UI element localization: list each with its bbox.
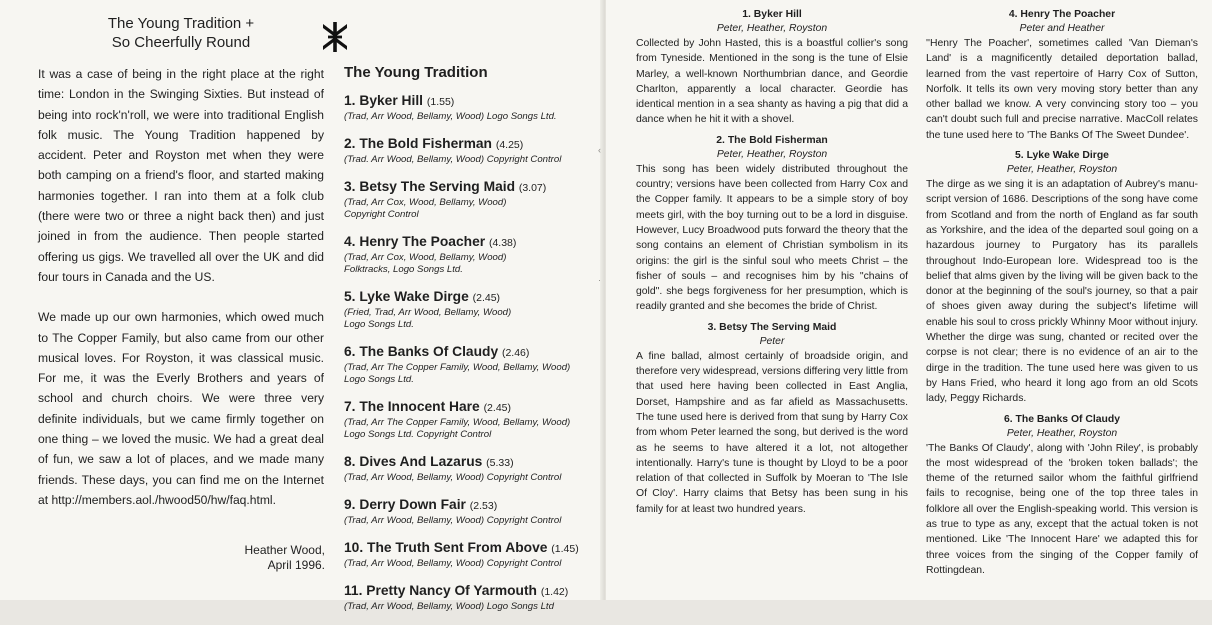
track-item <box>344 582 594 613</box>
track-heading <box>344 582 594 601</box>
track-duration: (2.45) <box>472 292 501 304</box>
signature-date: April 1996. <box>267 558 325 572</box>
track-heading <box>344 135 594 154</box>
song-note <box>636 321 908 517</box>
track-credit: (Trad, Arr Cox, Wood, Bellamy, Wood) <box>344 252 507 263</box>
song-performers: Peter and Heather <box>1019 23 1105 34</box>
track-title: The Truth Sent From Above <box>367 540 548 555</box>
scan-speck: · <box>598 275 601 285</box>
song-description: A fine ballad, almost certainly of broadside origin, and therefore very widespread, versions differing very little from that used here having been collected in East Anglia, Dorset, Hampshire and as far afield as Massachusetts. The tune used here is derived from that sung by Harry Cox from whom Peter learned the song, but derived is the word as he seems to have altered it a lot, not altogether intentionally. Harry's tune is thought by Lloyd to be a poor relation of that collected in Suffolk by Moeran to 'The Isle Of Cloy'. Harry claims that Betsy has been sung in his family for at least two hundred years. <box>636 350 908 515</box>
essay-paragraph-1: It was a case of being in the right place at the right time: London in the Swinging Sixties. But instead of being into rock'n'roll, we were into traditional English folk music. The Young Tradition happened by accident. Peter and Royston met when they were both camping on a friend's floor, and started making harmonies together. I ran into them at a folk club (there were two or three a night back then) and just joined in from the audience. Then people started offering us gigs. We travelled all over the UK and did four tours in Canada and the US. <box>38 67 324 284</box>
song-note <box>636 8 908 128</box>
song-heading: 5. Lyke Wake Dirge <box>1015 150 1109 162</box>
track-credit: Logo Songs Ltd. <box>344 374 414 385</box>
track-title: The Banks Of Claudy <box>359 344 499 359</box>
track-title: Derry Down Fair <box>359 497 466 512</box>
track-duration: (1.45) <box>551 543 579 555</box>
song-notes-column-2 <box>926 8 1198 584</box>
track-credit: (Trad. Arr Wood, Bellamy, Wood) Copyright Control <box>344 154 562 165</box>
track-item <box>344 178 594 221</box>
signature <box>200 543 325 573</box>
track-number: 11. <box>344 583 363 598</box>
song-note <box>636 134 908 315</box>
track-item <box>344 496 594 527</box>
track-heading <box>344 92 594 111</box>
song-performers: Peter, Heather, Royston <box>1006 164 1118 176</box>
track-duration: (2.45) <box>483 402 511 414</box>
song-performers: Peter, Heather, Royston <box>716 148 828 160</box>
track-duration: (5.33) <box>486 457 514 469</box>
song-note <box>926 149 1198 406</box>
left-page <box>0 0 604 612</box>
signature-name: Heather Wood, <box>244 543 325 557</box>
track-item <box>344 135 594 166</box>
scan-speck: ‹ <box>598 145 601 155</box>
song-performers: Peter, Heather, Royston <box>716 23 828 34</box>
song-heading: 4. Henry The Poacher <box>1008 9 1116 20</box>
track-duration: (4.38) <box>488 237 517 249</box>
track-credit: (Trad, Arr Wood, Bellamy, Wood) Logo Songs Ltd. <box>344 111 557 122</box>
track-credit: (Trad, Arr The Copper Family, Wood, Bellamy, Wood) <box>344 362 571 373</box>
song-heading: 3. Betsy The Serving Maid <box>707 321 837 333</box>
track-duration: (1.55) <box>426 96 455 108</box>
title-line-1: The Young Tradition + <box>107 15 255 32</box>
track-heading <box>344 496 594 515</box>
track-number: 4. <box>344 234 356 249</box>
track-heading <box>344 343 594 362</box>
track-credit: (Trad, Arr Wood, Bellamy, Wood) Copyright Control <box>344 558 562 569</box>
song-heading: 1. Byker Hill <box>742 9 802 20</box>
track-item <box>344 233 594 276</box>
song-heading: 2. The Bold Fisherman <box>716 134 828 146</box>
track-credit: (Fried, Trad, Arr Wood, Bellamy, Wood) <box>344 307 512 318</box>
track-number: 6. <box>344 344 356 359</box>
track-item <box>344 288 594 331</box>
song-description: The dirge as we sing it is an adaptation of Aubrey's manu-script version of 1686. Descriptions of the song have come from Scotland and from the north of England as far south as Yorkshire, and the idea of the departed soul going on a hazardous journey to Purgatory has its parallels throughout Indo-European lore. Widespread too is the belief that alms given by the living will be given back to the donor at the beginning of the soul's journey, so that a pair of shoes given away during the subject's lifetime will enable his soul to cross prickly Whinny Moor without injury. Whether the dirge was sung, chanted or recited over the corpse is not clear; there is no evidence of an air to the dirge in the tradition. The tune used here was given to us by Hans Fried, who heard it long ago from an old Scots lady, Peggy Richards. <box>926 179 1198 405</box>
track-heading <box>344 398 594 417</box>
track-number: 7. <box>344 399 356 414</box>
title-line-2: So Cheerfully Round <box>111 34 251 51</box>
track-item <box>344 92 594 123</box>
track-item <box>344 398 594 441</box>
track-heading <box>344 233 594 252</box>
track-number: 1. <box>344 93 356 108</box>
track-number: 8. <box>344 454 356 469</box>
track-heading <box>344 288 594 307</box>
song-note <box>926 8 1198 143</box>
song-description: ''Henry The Poacher', sometimes called 'Van Dieman's Land' is a magnificently detailed deportation ballad, learned from the vast repertoire of Harry Cox of Sutton, Norfolk. It tells its own very moving story better than any other ballad we know. A very convincing story too – you can't doubt such full and precise narrative. MacColl relates the tune used here to 'The Banks Of The Sweet Dundee'. <box>926 38 1198 141</box>
track-title: Pretty Nancy Of Yarmouth <box>366 583 537 598</box>
track-number: 10. <box>344 540 364 555</box>
young-tradition-logo-icon <box>322 22 348 52</box>
track-heading <box>344 453 594 472</box>
track-title: The Bold Fisherman <box>359 136 492 151</box>
track-credit: (Trad, Arr The Copper Family, Wood, Bellamy, Wood) <box>344 417 571 428</box>
track-duration: (1.42) <box>540 586 569 598</box>
right-page <box>606 0 1212 600</box>
track-heading <box>344 178 594 197</box>
song-performers: Peter, Heather, Royston <box>1006 427 1118 439</box>
track-heading <box>344 539 594 558</box>
essay-paragraph-2: We made up our own harmonies, which owed much to The Copper Family, but also came from our other musical loves. For Royston, it was classical music. For me, it was the Everly Brothers and years of school and church choirs. We were three very definite individuals, but we came firmly together on one thing – we loved the music. We had a great deal of fun, we saw a lot of places, and we made many friends. These days, you can find me on the Internet at http://members.aol./hwood50/hw/faq.html. <box>38 310 324 507</box>
track-duration: (2.53) <box>469 500 498 512</box>
track-credit: Logo Songs Ltd. Copyright Control <box>344 429 492 440</box>
track-title: Dives And Lazarus <box>359 454 483 469</box>
song-heading: 6. The Banks Of Claudy <box>1003 413 1121 425</box>
track-credit: (Trad, Arr Cox, Wood, Bellamy, Wood) <box>344 197 507 208</box>
song-description: This song has been widely distributed throughout the country; versions have been collected from Harry Cox and the Copper family. It appears to be a simple story of boy meets girl, with the boy turning out to be a lord in disguise. However, Lucy Broadwood puts forward the theory that the song contains an element of Christian symbolism in its origins: the girl is the sinful soul who meets Christ – the fisher of souls – and recognises him by his "chains of gold". she begs forgiveness for her presumption, which is readily granted and she becomes the bride of Christ. <box>636 163 908 313</box>
track-list <box>344 92 594 625</box>
track-credit: (Trad, Arr Wood, Bellamy, Wood) Logo Songs Ltd <box>344 601 554 612</box>
track-number: 5. <box>344 289 356 304</box>
track-credit: (Trad, Arr Wood, Bellamy, Wood) Copyright Control <box>344 472 562 483</box>
track-credit: Logo Songs Ltd. <box>344 319 414 330</box>
track-number: 2. <box>344 136 356 151</box>
song-note <box>926 413 1198 579</box>
track-credit: Folktracks, Logo Songs Ltd. <box>344 264 463 275</box>
song-description: 'The Banks Of Claudy', along with 'John Riley', is probably the most widespread of the 'broken token ballads'; the theme of the returned sailor whom the faithful girlfriend fails to recognise, being one of the top three tales in folklore all over the English-speaking world. This version is as true to type as any, except that the actual token is not mentioned. Like 'The Innocent Hare' we adapted this for three voices from the singing of the Copper family of Rottingdean. <box>926 442 1198 576</box>
booklet-title <box>40 14 322 52</box>
track-title: Betsy The Serving Maid <box>359 179 515 194</box>
liner-essay <box>38 64 324 530</box>
track-item <box>344 453 594 484</box>
track-title: Lyke Wake Dirge <box>359 289 469 304</box>
track-number: 9. <box>344 497 356 512</box>
track-title: Byker Hill <box>359 93 424 108</box>
song-performers: Peter <box>759 335 785 347</box>
track-number: 3. <box>344 179 356 194</box>
song-notes-column-1 <box>636 8 908 523</box>
track-title: Henry The Poacher <box>359 234 486 249</box>
track-item <box>344 539 594 570</box>
track-title: The Innocent Hare <box>359 399 480 414</box>
track-duration: (4.25) <box>495 139 524 151</box>
track-item <box>344 343 594 386</box>
track-credit: (Trad, Arr Wood, Bellamy, Wood) Copyright Control <box>344 515 562 526</box>
track-list-title: The Young Tradition <box>344 64 488 81</box>
track-duration: (3.07) <box>518 182 547 194</box>
track-credit: Copyright Control <box>344 209 419 220</box>
song-description: Collected by John Hasted, this is a boastful collier's song from Tyneside. Mentioned in the song is the tune of Elsie Marley, a well-known Northumbrian dance, and Geordie Charlton, apparently a local character. Geordie has identical mention in a sea shanty as having a pig that did a dance when he hit it with a shovel. <box>636 38 908 126</box>
track-duration: (2.46) <box>501 347 530 359</box>
